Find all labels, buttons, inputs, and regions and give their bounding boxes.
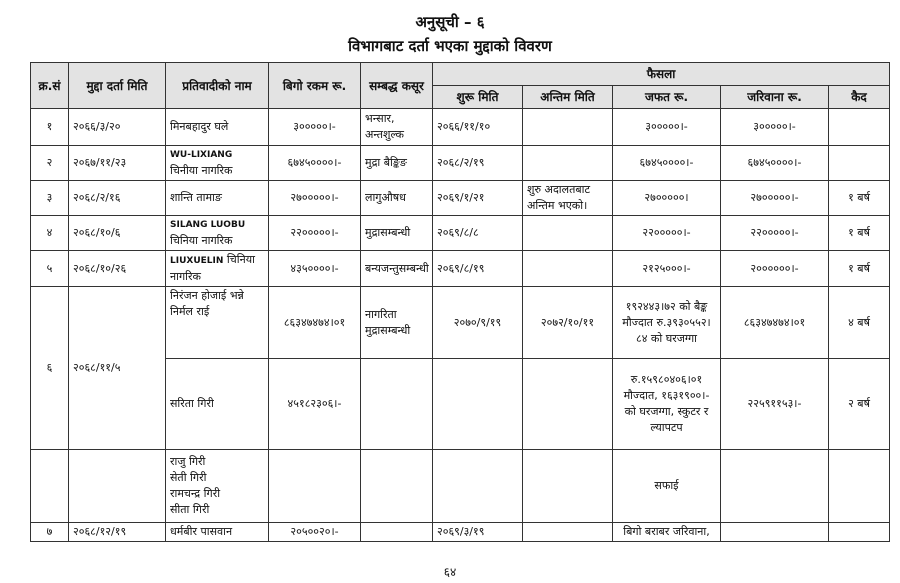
- cell-fine: ३०००००।-: [721, 109, 829, 146]
- cell-reg-date: २०६८/११/५: [69, 287, 166, 450]
- cell-confiscated: १९२४४३।७२ को बैङ्क मौज्दात रु.३९३०५५२।८४ को घरजग्गा: [613, 287, 721, 359]
- cell-defendant: [166, 251, 269, 287]
- cell-confiscated: सफाई: [613, 450, 721, 523]
- cell-confiscated: ६७४५००००।-: [613, 146, 721, 181]
- defendant-latin-name: WU-LIXIANG: [170, 150, 233, 160]
- header-sn: क्र.सं: [31, 63, 69, 109]
- cell-jail: [829, 146, 890, 181]
- cell-final-date: २०७२/१०/११: [523, 287, 613, 359]
- header-defendant: प्रतिवादीको नाम: [166, 63, 269, 109]
- table-row: [31, 109, 890, 146]
- table-row: [31, 216, 890, 251]
- cell-confiscated: २१२५०००।-: [613, 251, 721, 287]
- cases-table: [30, 62, 890, 542]
- cell-final-date: [523, 216, 613, 251]
- cell-claim: २७०००००।-: [269, 181, 361, 216]
- cell-sn: ६: [31, 287, 69, 450]
- cell-reg-date: २०६८/१२/१९: [69, 523, 166, 542]
- cell-offense: भन्सार, अन्तशुल्क: [361, 109, 433, 146]
- cell-start-date: २०६९/८/८: [433, 216, 523, 251]
- cell-start-date: २०६६/११/१०: [433, 109, 523, 146]
- cell-claim: ४३५००००।-: [269, 251, 361, 287]
- cell-sn: ३: [31, 181, 69, 216]
- cell-start-date: [433, 450, 523, 523]
- cell-offense: बन्यजन्तुसम्बन्धी: [361, 251, 433, 287]
- cell-claim: २०५००२०।-: [269, 523, 361, 542]
- cell-fine: ८६३४७४७४।०१: [721, 287, 829, 359]
- cell-claim: २२०००००।-: [269, 216, 361, 251]
- cell-confiscated: २७०००००।: [613, 181, 721, 216]
- table-row: [31, 287, 890, 359]
- cell-confiscated: बिगो बराबर जरिवाना,: [613, 523, 721, 542]
- cell-final-date: [523, 251, 613, 287]
- cell-offense: मुद्रासम्बन्धी: [361, 216, 433, 251]
- header-claim: बिगो रकम रू.: [269, 63, 361, 109]
- cell-claim: ३०००००।-: [269, 109, 361, 146]
- cell-final-date: शुरु अदालतबाट अन्तिम भएको।: [523, 181, 613, 216]
- defendant-nationality: चिनिया नागरिक: [170, 234, 233, 247]
- cell-final-date: [523, 146, 613, 181]
- table-row: [31, 523, 890, 542]
- cell-jail: ४ बर्ष: [829, 287, 890, 359]
- cell-offense: [361, 450, 433, 523]
- header-start-date: शुरू मिति: [433, 86, 523, 109]
- cell-final-date: [523, 523, 613, 542]
- cell-final-date: [523, 359, 613, 450]
- cell-reg-date: २०६८/१०/६: [69, 216, 166, 251]
- cell-start-date: २०६९/१/२१: [433, 181, 523, 216]
- cell-fine: २२५९११५३।-: [721, 359, 829, 450]
- cell-claim: ६७४५००००।-: [269, 146, 361, 181]
- table-row: [31, 146, 890, 181]
- cell-confiscated: ३०००००।-: [613, 109, 721, 146]
- cell-defendant: राजु गिरी सेती गिरी रामचन्द्र गिरी सीता गिरी: [166, 450, 269, 523]
- cell-sn: १: [31, 109, 69, 146]
- cell-offense: [361, 523, 433, 542]
- cell-defendant: शान्ति तामाङ: [166, 181, 269, 216]
- cell-offense: लागुऔषध: [361, 181, 433, 216]
- table-title: विभागबाट दर्ता भएका मुद्दाको विवरण: [348, 37, 552, 55]
- cell-jail: १ बर्ष: [829, 216, 890, 251]
- cell-jail: [829, 523, 890, 542]
- cell-jail: [829, 450, 890, 523]
- cell-jail: [829, 109, 890, 146]
- cell-sn: ५: [31, 251, 69, 287]
- cell-reg-date: [69, 450, 166, 523]
- cell-start-date: २०६९/८/१९: [433, 251, 523, 287]
- cell-sn: ४: [31, 216, 69, 251]
- cell-start-date: २०७०/९/१९: [433, 287, 523, 359]
- cell-jail: २ बर्ष: [829, 359, 890, 450]
- cell-reg-date: २०६८/१०/२६: [69, 251, 166, 287]
- cell-defendant: [166, 146, 269, 181]
- cell-sn: २: [31, 146, 69, 181]
- cell-defendant: सरिता गिरी: [166, 359, 269, 450]
- annex-title: अनुसूची – ६: [415, 13, 485, 31]
- cell-fine: [721, 523, 829, 542]
- cell-start-date: [433, 359, 523, 450]
- cell-final-date: [523, 109, 613, 146]
- cell-reg-date: २०६७/११/२३: [69, 146, 166, 181]
- cell-sn: ७: [31, 523, 69, 542]
- header-verdict: फैसला: [433, 63, 890, 86]
- cell-offense: [361, 359, 433, 450]
- cell-jail: १ बर्ष: [829, 251, 890, 287]
- defendant-latin-name: LIUXUELIN: [170, 256, 224, 266]
- cell-sn: [31, 450, 69, 523]
- cell-claim: ४५१८२३०६।-: [269, 359, 361, 450]
- cell-defendant: मिनबहादुर घले: [166, 109, 269, 146]
- cell-start-date: २०६८/२/१९: [433, 146, 523, 181]
- cell-jail: १ बर्ष: [829, 181, 890, 216]
- cell-confiscated: रु.१५९८०४०६।०१ मौज्दात, १६३१९००।- को घरजग्गा, स्कुटर र ल्यापटप: [613, 359, 721, 450]
- header-confiscated: जफत रू.: [613, 86, 721, 109]
- cell-defendant: [166, 216, 269, 251]
- cell-fine: २७०००००।-: [721, 181, 829, 216]
- cell-offense: नागरिता मुद्रासम्बन्धी: [361, 287, 433, 359]
- header-final-date: अन्तिम मिति: [523, 86, 613, 109]
- cell-confiscated: २२०००००।-: [613, 216, 721, 251]
- cell-defendant: निरंजन होजाई भन्ने निर्मल राई: [166, 287, 269, 359]
- cell-fine: २००००००।-: [721, 251, 829, 287]
- defendant-latin-name: SILANG LUOBU: [170, 220, 246, 230]
- cell-defendant: धर्मबीर पासवान: [166, 523, 269, 542]
- header-jail: कैद: [829, 86, 890, 109]
- header-reg-date: मुद्दा दर्ता मिति: [69, 63, 166, 109]
- defendant-nationality: चिनीया नागरिक: [170, 164, 233, 177]
- cell-final-date: [523, 450, 613, 523]
- table-row: [31, 251, 890, 287]
- defendant-nationality: चिनिया नागरिक: [170, 253, 255, 283]
- table-row: [31, 181, 890, 216]
- cell-offense: मुद्रा बैङ्किङ: [361, 146, 433, 181]
- header-fine: जरिवाना रू.: [721, 86, 829, 109]
- cell-claim: ८६३४७४७४।०१: [269, 287, 361, 359]
- cell-start-date: २०६९/३/१९: [433, 523, 523, 542]
- cell-fine: २२०००००।-: [721, 216, 829, 251]
- cell-fine: [721, 450, 829, 523]
- table-row: [31, 450, 890, 523]
- page-number: ६४: [443, 565, 457, 579]
- cell-fine: ६७४५००००।-: [721, 146, 829, 181]
- cell-claim: [269, 450, 361, 523]
- cell-reg-date: २०६८/२/१६: [69, 181, 166, 216]
- header-offense: सम्बद्ध कसूर: [361, 63, 433, 109]
- cell-reg-date: २०६६/३/२०: [69, 109, 166, 146]
